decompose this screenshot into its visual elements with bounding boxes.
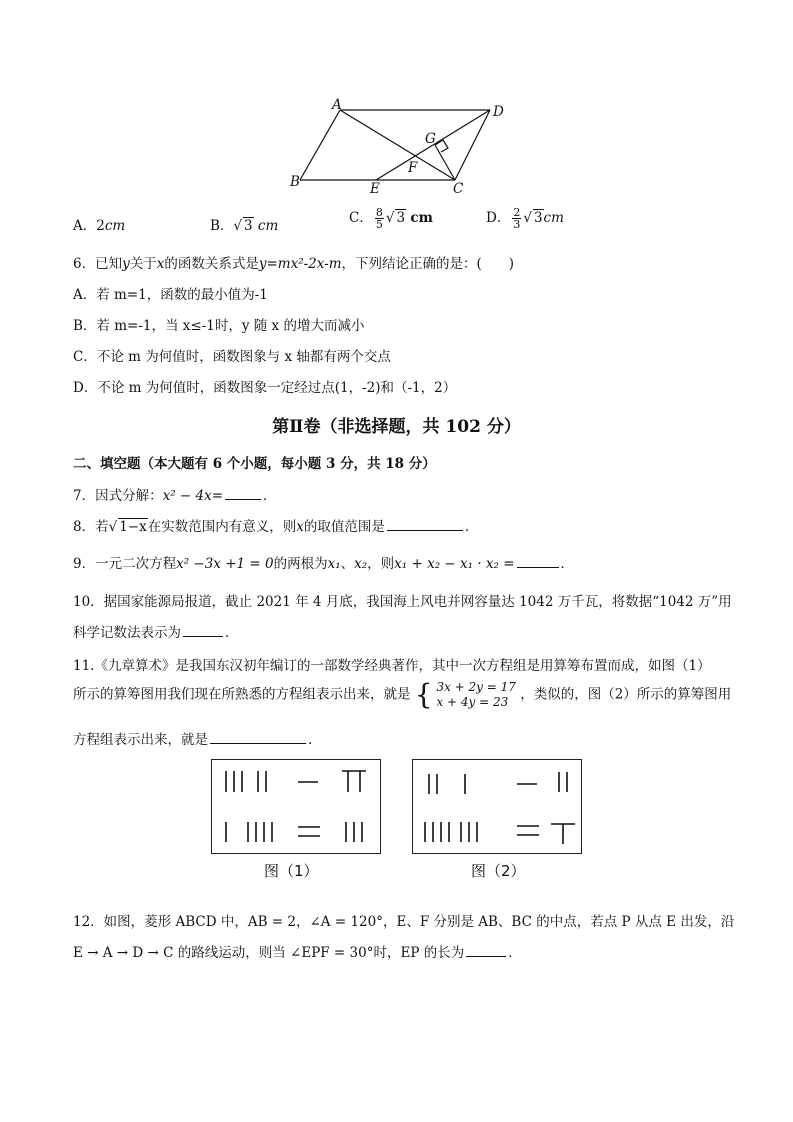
q6-var-x: x [156, 256, 165, 272]
option-radicand: 3 [396, 210, 406, 226]
q12-end: ． [508, 945, 522, 961]
q6-text: 6．已知 [73, 256, 123, 272]
q11-end: ． [308, 732, 322, 748]
q8-text: 的取值范围是 [303, 519, 385, 535]
q8-answer-blank[interactable] [387, 516, 463, 531]
option-unit: cm [410, 210, 433, 226]
label-E: E [370, 181, 380, 197]
option-unit: cm [104, 218, 126, 234]
option-fraction [512, 207, 521, 230]
option-value: 2 [96, 218, 105, 234]
q9-text: 的两根为 [273, 556, 328, 572]
q8-radicand: 1−x [119, 519, 147, 535]
q12-line2 [73, 941, 522, 961]
q6-text: 的函数关系式是 [164, 256, 259, 272]
option-letter: B． [210, 218, 234, 234]
option-unit: cm [257, 218, 279, 234]
q11-system: { 3x + 2y = 17 x + 4y = 23 [414, 678, 516, 711]
q11-answer-blank[interactable] [210, 729, 306, 744]
q10-line2 [73, 621, 239, 641]
q9-sep: 、 [340, 556, 355, 572]
q11-text: ，类似的，图（2）所示的算筹图用 [520, 686, 732, 703]
section-subtitle: 二、填空题（本大题有 6 个小题，每小题 3 分，共 18 分） [73, 456, 436, 472]
q6-option-c: C．不论 m 为何值时，函数图象与 x 轴都有两个交点 [73, 349, 391, 365]
label-G: G [425, 131, 436, 147]
q11-line3 [73, 728, 322, 748]
q7-expr: x² − 4x= [162, 488, 224, 504]
option-a [73, 214, 125, 234]
q10-line1: 10．据国家能源局报道，截止 2021 年 4 月底，我国海上风电并网容量达 1042 万千瓦，将数据“1042 万”用 [73, 594, 732, 610]
q11-eq2: x + 4y = 23 [436, 695, 509, 709]
q6-option-a: A．若 m=1，函数的最小值为-1 [73, 287, 268, 303]
option-b: B．√ 3 cm [210, 218, 279, 234]
q9-answer-blank[interactable] [517, 553, 559, 568]
q6-option-d: D．不论 m 为何值时，函数图象一定经过点(1，-2)和（-1，2） [73, 380, 457, 396]
option-radicand: 3 [244, 218, 253, 234]
label-A: A [332, 97, 342, 113]
q8-text: 8．若 [73, 519, 109, 535]
q9-text: ，则 [367, 556, 395, 572]
q8-var: x [296, 519, 304, 535]
q7 [73, 484, 277, 504]
q12-answer-blank[interactable] [466, 942, 506, 957]
q12-text: E → A → D → C 的路线运动，则当 ∠EPF = 30°时，EP 的长为 [73, 945, 465, 961]
option-d: D． $\frac{2}{3}$ √ 3cm [486, 206, 564, 231]
option-unit: cm [543, 210, 564, 226]
q10-end: ． [225, 625, 239, 641]
q8-text: 在实数范围内有意义，则 [147, 519, 297, 535]
option-letter: D． [486, 210, 511, 226]
option-c: C． $\frac{8}{5}$ √ 3 cm [349, 206, 433, 231]
label-C: C [453, 181, 464, 197]
rod-figure-2-drawing [413, 760, 581, 853]
q8: 8．若√ 1−x在实数范围内有意义，则x的取值范围是 ． [73, 515, 478, 535]
rod-figure-1-drawing [212, 760, 380, 853]
label-F: F [408, 160, 418, 176]
fig1-caption: 图（1） [264, 862, 319, 880]
option-letter: A． [73, 218, 97, 234]
q11-line2 [73, 680, 731, 710]
q10-answer-blank[interactable] [183, 622, 223, 637]
parallelogram-figure [280, 95, 510, 200]
right-angle-mark [435, 140, 448, 152]
q6-var-y: y [122, 256, 130, 272]
fraction-num: 8 [375, 206, 383, 219]
option-letter: C． [349, 210, 373, 226]
option-radicand: 3 [533, 210, 543, 226]
rod-figure-2 [412, 759, 582, 854]
fraction-den: 5 [375, 218, 383, 231]
segment-AC [340, 110, 455, 180]
q6-stem [73, 252, 514, 272]
fig2-caption: 图（2） [471, 862, 526, 880]
section-title: 第Ⅱ卷（非选择题，共 102 分） [272, 417, 521, 437]
q9-root1: x₁ [327, 556, 341, 572]
q9-equation: x² −3x +1 = 0 [176, 556, 274, 572]
segment-AB [300, 110, 340, 180]
fraction-den: 3 [513, 218, 521, 231]
q9-text: 9．一元二次方程 [73, 556, 177, 572]
q11-text: 所示的算筹图用我们现在所熟悉的方程组表示出来，就是 [73, 686, 411, 703]
label-B: B [290, 174, 300, 190]
q7-answer-blank[interactable] [225, 485, 261, 500]
rod-figure-1 [211, 759, 381, 854]
q11-text: 方程组表示出来，就是 [73, 732, 208, 748]
q7-text: 7．因式分解： [73, 488, 163, 504]
q6-option-b: B．若 m=-1，当 x≤-1时，y 随 x 的增大而减小 [73, 318, 365, 334]
q10-text: 科学记数法表示为 [73, 625, 181, 641]
option-fraction [375, 207, 384, 230]
q8-end: ． [464, 519, 479, 535]
q6-text: 关于 [129, 256, 157, 272]
q12-line1: 12．如图，菱形 ABCD 中，AB = 2，∠A = 120°，E、F 分别是 AB、BC 的中点，若点 P 从点 E 出发，沿 [73, 914, 735, 930]
q6-text: ，下列结论正确的是：( ) [341, 256, 515, 272]
q9-expr: x₁ + x₂ − x₁ · x₂ = [394, 556, 515, 572]
fraction-num: 2 [513, 206, 521, 219]
q9 [73, 552, 574, 572]
q9-end: ． [560, 556, 575, 572]
q7-end: ． [263, 488, 277, 504]
q9-root2: x₂ [354, 556, 368, 572]
label-D: D [493, 104, 504, 120]
q6-formula: y=mx²-2x-m [258, 256, 342, 272]
q11-eq1: 3x + 2y = 17 [436, 680, 516, 694]
q11-line1: 11.《九章算术》是我国东汉初年编订的一部数学经典著作，其中一次方程组是用算筹布置而成，如图（1） [73, 658, 711, 674]
